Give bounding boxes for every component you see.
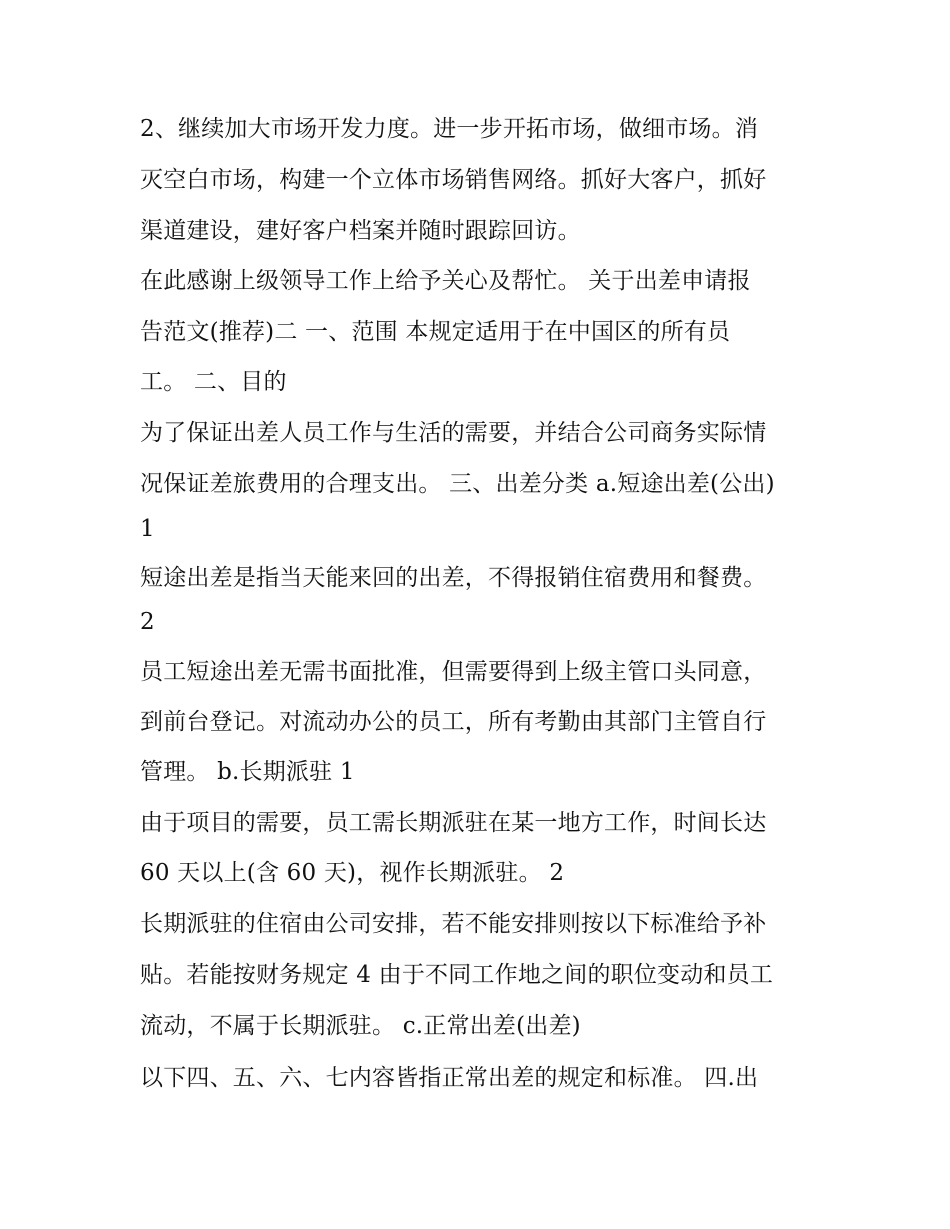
text-line: 长期派驻的住宿由公司安排，若不能安排则按以下标准给予补 [140, 911, 767, 937]
text-line: 流动，不属于长期派驻。 c.正常出差(出差) [140, 1013, 581, 1039]
text-line: 到前台登记。对流动办公的员工，所有考勤由其部门主管自行 [140, 709, 767, 735]
text-line: 员工短途出差无需书面批准，但需要得到上级主管口头同意， [140, 659, 767, 685]
text-line: 2、继续加大市场开发力度。进一步开拓市场，做细市场。消 [140, 116, 759, 142]
text-line: 2 [140, 609, 155, 635]
text-line: 贴。若能按财务规定 4 由于不同工作地之间的职位变动和员工 [140, 962, 774, 988]
text-line: 由于项目的需要，员工需长期派驻在某一地方工作，时间长达 [140, 810, 767, 836]
text-line: 1 [140, 516, 155, 542]
text-line: 况保证差旅费用的合理支出。 三、出差分类 a.短途出差(公出) [140, 471, 775, 497]
text-line: 60 天以上(含 60 天)，视作长期派驻。 2 [140, 860, 565, 886]
text-line: 以下四、五、六、七内容皆指正常出差的规定和标准。 四.出 [140, 1065, 759, 1091]
text-line: 渠道建设，建好客户档案并随时跟踪回访。 [140, 218, 581, 244]
text-line: 告范文(推荐)二 一、范围 本规定适用于在中国区的所有员 [140, 319, 731, 345]
text-line: 在此感谢上级领导工作上给予关心及帮忙。 关于出差申请报 [140, 268, 751, 294]
text-line: 灭空白市场，构建一个立体市场销售网络。抓好大客户，抓好 [140, 167, 767, 193]
text-line: 管理。 b.长期派驻 1 [140, 759, 355, 785]
text-line: 工。 二、目的 [140, 369, 287, 395]
text-line: 为了保证出差人员工作与生活的需要，并结合公司商务实际情 [140, 420, 767, 446]
text-line: 短途出差是指当天能来回的出差，不得报销住宿费用和餐费。 [140, 565, 767, 591]
